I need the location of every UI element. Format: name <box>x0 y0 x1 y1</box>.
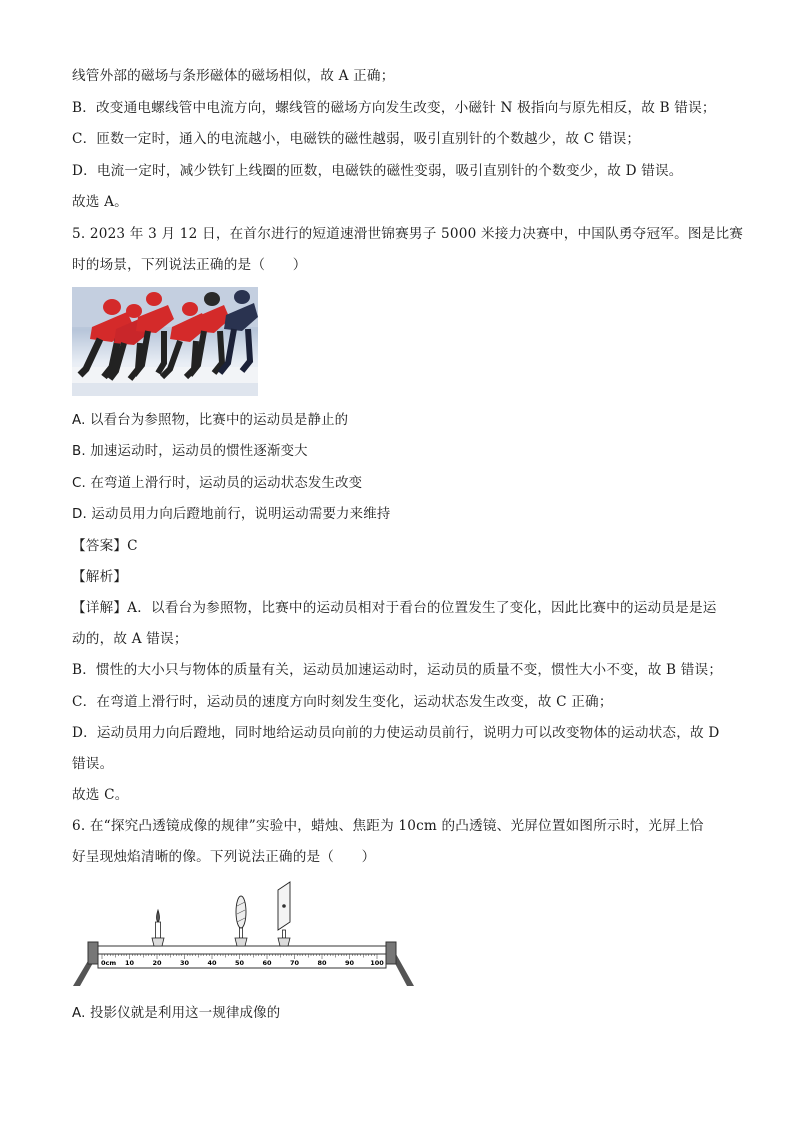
question-5-stem: 时的场景，下列说法正确的是（ ） <box>72 257 307 273</box>
optical-bench-svg <box>72 878 417 990</box>
bench-rail <box>98 946 386 954</box>
analysis-heading: 【解析】 <box>72 569 128 585</box>
text-line: D．电流一定时，减少铁钉上线圈的匝数，电磁铁的磁性变弱，吸引直别针的个数变少，故 D 错误。 <box>72 163 683 179</box>
bench-left-post <box>88 942 98 964</box>
explanation-line: 故选 C。 <box>72 787 129 803</box>
text-line: C．匝数一定时，通入的电流越小，电磁铁的磁性越弱，吸引直别针的个数越少，故 C 错误； <box>72 131 641 147</box>
ruler-tick-label: 10 <box>124 959 135 967</box>
text-line: 线管外部的磁场与条形磁体的磁场相似，故 A 正确； <box>72 68 395 84</box>
ruler-tick-label: 80 <box>317 959 327 967</box>
candle <box>152 910 164 946</box>
ruler-tick-label: 90 <box>344 959 355 967</box>
ruler-tick-label: 30 <box>179 959 190 967</box>
ruler-unit-label: 0cm <box>101 959 117 967</box>
explanation-line: 【详解】A．以看台为参照物，比赛中的运动员相对于看台的位置发生了变化，因此比赛中的运动员是是运 <box>72 600 717 616</box>
explanation-line: D．运动员用力向后蹬地，同时地给运动员向前的力使运动员前行，说明力可以改变物体的运动状态，故 D <box>72 725 720 741</box>
q6-option-a: A. 投影仪就是利用这一规律成像的 <box>72 1006 281 1021</box>
skaters-illustration <box>72 287 258 396</box>
question-6-stem: 6. 在“探究凸透镜成像的规律”实验中，蜡烛、焦距为 10cm 的凸透镜、光屏位置如图所示时，光屏上恰 <box>72 818 704 834</box>
ruler-tick-label: 100 <box>370 959 384 967</box>
text-line: B．改变通电螺线管中电流方向，螺线管的磁场方向发生改变，小磁针 N 极指向与原先相反，故 B 错误； <box>72 100 716 116</box>
question-5-stem: 5. 2023 年 3 月 12 日，在首尔进行的短道速滑世锦赛男子 5000 米接力决赛中，中国队勇夺冠军。图是比赛 <box>72 226 744 242</box>
ruler-tick-label: 20 <box>152 959 162 967</box>
ruler-tick-label: 70 <box>289 959 300 967</box>
convex-lens <box>235 896 247 946</box>
option-a: A. 以看台为参照物，比赛中的运动员是静止的 <box>72 413 349 428</box>
explanation-line: C．在弯道上滑行时，运动员的速度方向时刻发生变化，运动状态发生改变，故 C 正确； <box>72 694 613 710</box>
optical-bench-diagram <box>72 878 417 990</box>
explanation-line: B．惯性的大小只与物体的质量有关，运动员加速运动时，运动员的质量不变，惯性大小不变，故 B 错误； <box>72 662 723 678</box>
question-6-stem: 好呈现烛焰清晰的像。下列说法正确的是（ ） <box>72 849 376 865</box>
option-b: B. 加速运动时，运动员的惯性逐渐变大 <box>72 444 308 459</box>
explanation-line: 错误。 <box>72 756 114 772</box>
answer-label: 【答案】C <box>72 538 138 554</box>
speed-skating-photo <box>72 287 258 396</box>
option-c: C. 在弯道上滑行时，运动员的运动状态发生改变 <box>72 476 363 491</box>
option-d: D. 运动员用力向后蹬地前行，说明运动需要力来维持 <box>72 507 391 522</box>
text-line: 故选 A。 <box>72 194 128 210</box>
bench-right-post <box>386 942 396 964</box>
ruler-tick-label: 60 <box>262 959 272 967</box>
ruler-tick-label: 50 <box>234 959 245 967</box>
light-screen <box>278 882 290 946</box>
ruler-tick-label: 40 <box>207 959 217 967</box>
explanation-line: 动的，故 A 错误； <box>72 631 188 647</box>
